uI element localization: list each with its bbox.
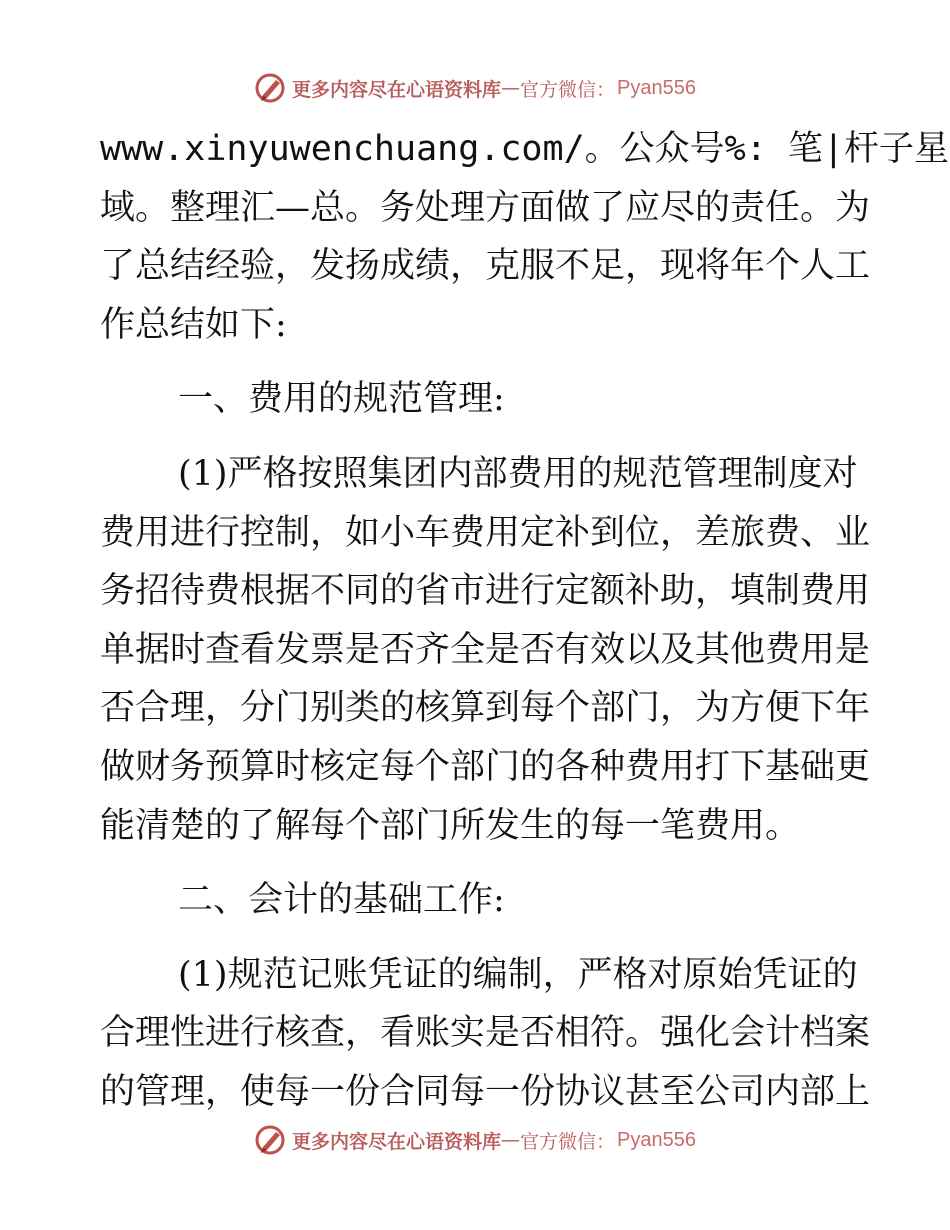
text-line: www.xinyuwenchuang.com/。公众号%: 笔|杆子星 <box>100 129 949 169</box>
text-line: 能清楚的了解每个部门所发生的每一笔费用。 <box>100 805 801 846</box>
text-line: 否合理，分门别类的核算到每个部门，为方便下年 <box>100 688 871 729</box>
text-line: (1)严格按照集团内部费用的规范管理制度对 <box>178 453 858 494</box>
banner-wechat-id: Pyan556 <box>617 1128 696 1151</box>
banner-separator: — <box>501 1129 521 1151</box>
header-banner <box>0 66 950 110</box>
pen-logo-icon <box>254 1123 288 1157</box>
text-line: 作总结如下: <box>100 304 287 345</box>
banner-wechat-label: 官方微信： <box>520 78 616 101</box>
pen-logo-icon <box>254 71 288 105</box>
text-line: 域。整理汇—总。务处理方面做了应尽的责任。为 <box>100 187 871 228</box>
text-line: 单据时查看发票是否齐全是否有效以及其他费用是 <box>100 629 871 670</box>
text-line: 务招待费根据不同的省市进行定额补助，填制费用 <box>100 571 871 612</box>
text-line: (1)规范记账凭证的编制，严格对原始凭证的 <box>178 954 858 995</box>
section-heading-2: 二、会计的基础工作: <box>178 880 505 921</box>
banner-slogan: 更多内容尽在心语资料库 <box>292 78 502 101</box>
text-line: 了总结经验，发扬成绩，克服不足，现将年个人工 <box>100 246 871 287</box>
document-body <box>100 120 949 1122</box>
text-line: 费用进行控制，如小车费用定补到位，差旅费、业 <box>100 512 871 553</box>
section-heading-1: 一、费用的规范管理: <box>178 379 505 420</box>
text-line: 的管理，使每一份合同每一份协议甚至公司内部上 <box>100 1071 871 1112</box>
banner-wechat-label: 官方微信： <box>520 1130 616 1153</box>
banner-separator: — <box>501 77 521 99</box>
text-line: 合理性进行核查，看账实是否相符。强化会计档案 <box>100 1013 871 1054</box>
banner-wechat-id: Pyan556 <box>617 76 696 99</box>
banner-slogan: 更多内容尽在心语资料库 <box>292 1130 502 1153</box>
footer-banner <box>0 1118 950 1162</box>
text-line: 做财务预算时核定每个部门的各种费用打下基础更 <box>100 746 871 787</box>
